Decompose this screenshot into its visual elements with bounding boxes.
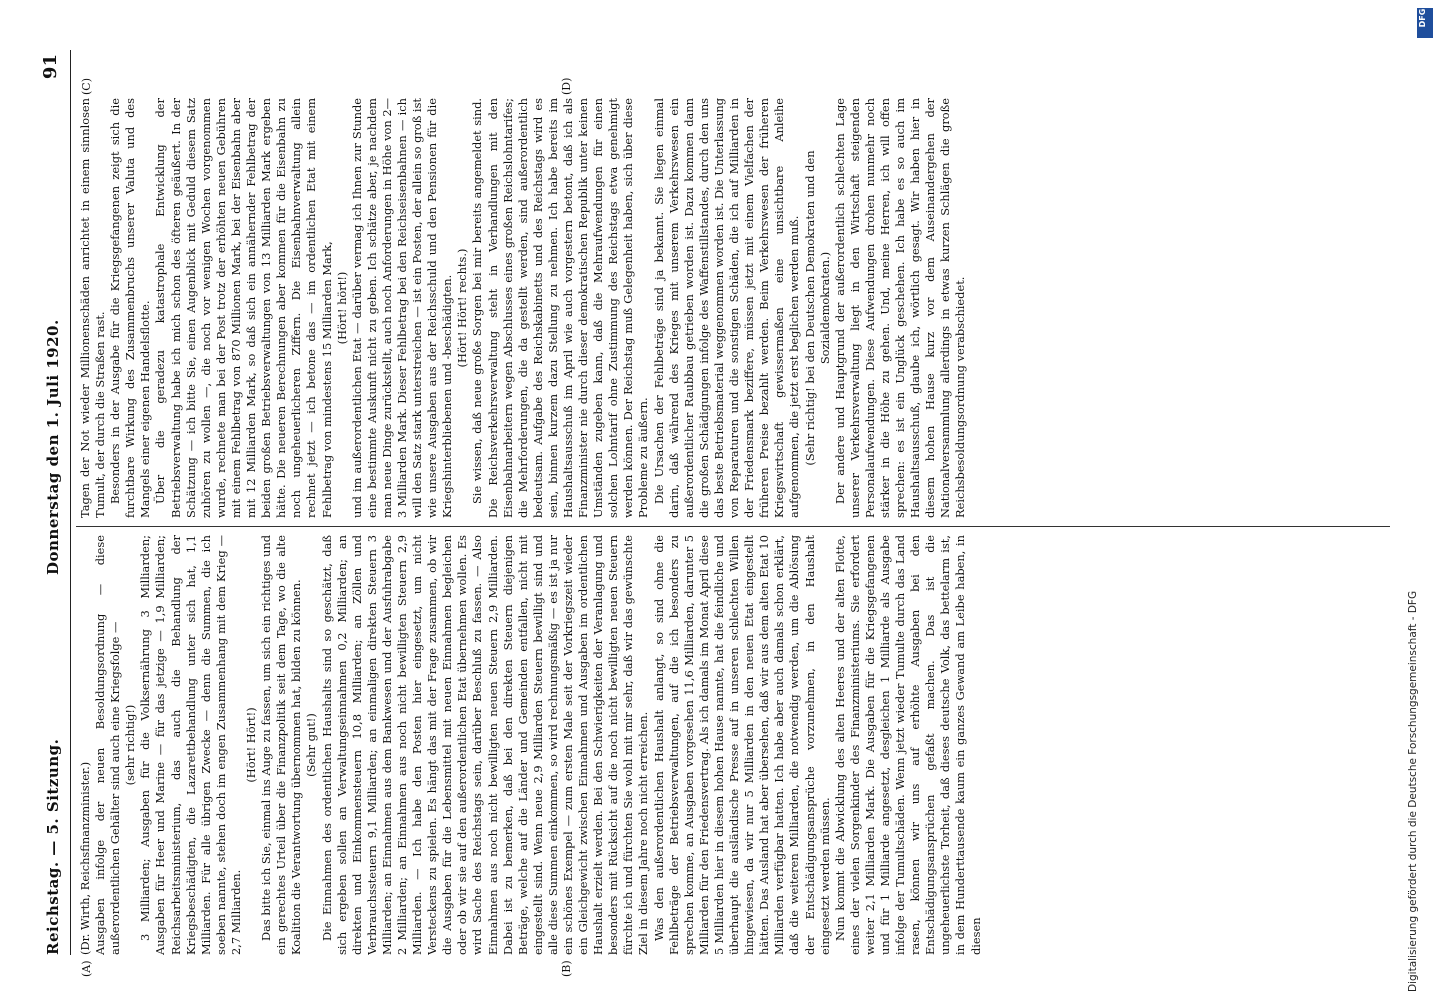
text-column-left bbox=[78, 535, 1396, 955]
dfg-logo-text: DFG bbox=[1418, 8, 1427, 28]
interjection: (sehr richtig!) bbox=[123, 704, 138, 786]
paragraph: Die Einnahmen des ordentlichen Haushalts sind so geschätzt, daß sich ergeben sollen an Verwaltungseinnahmen 0,2 Milliarden; an direkten und Einkommensteuern 10,8 Milliarden; an Zöllen und Verbrauchssteuern 9,1 Milliarden; an einmaligen direkten Steuern 3 Milliarden; an Einnahmen aus dem Bankwesen und der Ausfuhrabgabe 2 Milliarden; an Einnahmen aus noch nicht bewilligten Steuern 2,9 Milliarden. — Ich habe den Posten hier eingesetzt, um nicht Versteckens zu spielen. Es hängt das mit der Frage zusammen, ob wir die Ausgaben für die Lebensmittel mit neuen Einnahmen begleichen oder ob wir sie auf den außerordentlichen Etat übernehmen wollen. Es wird Sache des Reichstags sein, darüber Beschluß zu fassen. — Also Einnahmen aus noch nicht bewilligten neuen Steuern 2,9 Milliarden. Dabei ist zu bemerken, daß bei den direkten Steuern diejenigen Beträge, welche auf die Länder und Gemeinden entfallen, nicht mit eingestellt sind. Wenn neue 2,9 Milliarden Steuern bewilligt sind und alle diese Summen einkommen, so wird rechnungsmäßig — es ist ja nur ein schönes Exempel — zum ersten Male seit der Vorkriegszeit wieder ein Gleichgewicht zwischen Einnahmen und Ausgaben im ordentlichen Haushalt erzielt werden. Bei den Schwierigkeiten der Veranlagung und besonders mit Rücksicht auf die noch nicht bewilligten neuen Steuern fürchte ich und fürchten Sie wohl mit mir sehr, daß wir das gewünschte Ziel in diesem Jahre noch nicht erreichen. bbox=[319, 535, 651, 955]
paragraph: (Dr. Wirth, Reichsfinanzminister.) bbox=[78, 761, 92, 955]
interjection: (Sehr richtig! bei den Deutschen Demokraten und den Sozialdemokraten.) bbox=[802, 150, 832, 466]
page-number: 91 bbox=[40, 54, 61, 80]
margin-letter-d: (D) bbox=[560, 77, 573, 95]
paragraph: Was den außerordentlichen Haushalt anlangt, so sind ohne die Fehlbeträge der Betriebsverwaltungen, auf die ich besonders zu sprechen komme, an Ausgaben vorgesehen 11,6 Milliarden, darunter 5 Milliarden für den Friedensvertrag. Als ich damals im Monat April diese 5 Milliarden hier in diesem hohen Hause nannte, hat die feindliche und überhaupt die ausländische Presse auf in unseren schlechten Willen hingewiesen, da wir nur 5 Milliarden in den neuen Etat eingestellt hätten. Das Ausland hat aber übersehen, daß wir aus dem alten Etat 10 Milliarden verfügbar hatten. Ich habe aber auch damals schon erklärt, daß die weiteren Milliarden, die notwendig werden, um die Ablösung der Entschädigungsansprüche vorzunehmen, in den Haushalt eingesetzt werden müssen. bbox=[651, 535, 832, 955]
paragraph: Das bitte ich Sie, einmal ins Auge zu fassen, um sich ein richtiges und ein gerechtes Urteil über die Finanzpolitik seit dem Tage, wo die alte Koalition die Verantwortung übernommen hat, bilden zu können. bbox=[259, 535, 304, 955]
running-head bbox=[40, 50, 66, 955]
paragraph: Ausgaben infolge der neuen Besoldungsordnung — diese außerordentlichen Gehälter sind auch eine Kriegsfolge — bbox=[93, 535, 123, 955]
paragraph: und im außerordentlichen Etat — darüber vermag ich Ihnen zur Stunde eine bestimmte Auskunft nicht zu geben. Ich schätze aber, je nachdem man neue Dinge zurückstellt, auch noch Anforderungen in Höhe von 2—3 Milliarden Mark. Dieser Fehlbetrag bei den Reichseisenbahnen — ich will den Satz stark unterstreichen — ist ein Posten, der allein so groß ist wie unsere Ausgaben aus der Reichsschuld und den Pensionen für die Kriegshinterbliebenen und -beschädigten. bbox=[349, 98, 455, 518]
paragraph: Der andere und Hauptgrund der außerordentlich schlechten Lage unserer Verkehrsverwaltung liegt in den Wirtschaft steigenden Personalaufwendungen. Diese Aufwendungen drohen nunmehr noch stärker in die Höhe zu gehen. Und, meine Herren, ich will offen sprechen: es ist ein Unglück geschehen. Ich habe es so auch im Haushaltsausschuß, glaube ich, wörtlich gesagt. Wir haben hier in diesem hohen Hause kurz vor dem Auseinandergehen der Nationalversammlung allerdings in etwas kurzen Schlägen die große Reichsbesoldungsordnung verabschiedet. bbox=[832, 98, 968, 518]
running-head-date: Donnerstag den 1. Juli 1920. bbox=[44, 319, 62, 575]
margin-letter-c: (C) bbox=[80, 78, 93, 95]
interjection: (Hört! Hört!) bbox=[244, 707, 259, 783]
interjection: (Hört! hört!) bbox=[334, 271, 349, 345]
dfg-logo bbox=[1417, 8, 1433, 38]
interjection: (Sehr gut!) bbox=[304, 713, 319, 777]
paragraph: Sie wissen, daß neue große Sorgen bei mir bereits angemeldet sind. Die Reichsverkehrsverwaltung steht in Verhandlungen mit den Eisenbahnarbeitern wegen Abschlusses eines großen Reichslohntarifes; die Mehrforderungen, die da gestellt werden, sind außerordentlich bedeutsam. Aufgabe des Reichskabinetts und des Reichstags wird es sein, binnen kurzem dazu Stellung zu nehmen. Ich habe bereits im Haushaltsausschuß im April wie auch vorgestern betont, daß ich als Finanzminister nie durch dieser demokratischen Republik unter keinen Umständen zugeben kann, daß die Mehraufwendungen für einen solchen Lohntarif ohne Zustimmung des Reichstags etwa genehmigt werden können. Der Reichstag muß Gelegenheit haben, sich über diese Probleme zu äußern. bbox=[470, 98, 651, 518]
margin-letter-a: (A) bbox=[80, 960, 93, 977]
paragraph: Über die geradezu katastrophale Entwicklung der Betriebsverwaltung habe ich mich schon des öfteren geäußert. In der Schätzung — ich bitte Sie, einen Augenblick mit Geduld diesem Satz zuhören zu wollen —, die noch vor wenigen Wochen vorgenommen wurde, rechnete man bei der Post trotz der erhöhten neuen Gebühren mit einem Fehlbetrag von 870 Millionen Mark, bei der Eisenbahn aber mit 12 Milliarden Mark, so daß sich ein annähernder Fehlbetrag der beiden großen Betriebsverwaltungen von 13 Milliarden Mark ergeben hätte. Die neueren Berechnungen aber kommen für die Eisenbahn zu noch ungeheuerlicheren Ziffern. Die Eisenbahnverwaltung allein rechnet jetzt — ich betone das — im ordentlichen Etat mit einem Fehlbetrag von mindestens 15 Milliarden Mark, bbox=[153, 98, 334, 518]
paragraph: 3 Milliarden; Ausgaben für die Volksernährung 3 Milliarden; Ausgaben für Heer und Marine — für das jetzige — 1,9 Milliarden; Reichsarbeitsministerium, das auch die Behandlung der Kriegsbeschädigten, die Lazarettbehandlung unter sich hat, 1,1 Milliarden. Für alle übrigen Zwecke — denn die Summen, die ich soeben nannte, stehen doch im engen Zusammenhang mit dem Krieg — 2,7 Milliarden. bbox=[138, 535, 243, 955]
paragraph: Nun kommt die Abwicklung des alten Heeres und der alten Flotte, eines der vielen Sorgenkinder des Finanzministeriums. Sie erfordert weiter 2,1 Milliarden Mark. Die Ausgaben für die Kriegsgefangenen und für 1 Milliarde angesetzt, desgleichen 1 Milliarde als Ausgabe infolge der Tumultschäden. Wenn jetzt wieder Tumulte durch das Land rasen, können wir uns auf erhöhte Ausgaben bei den Entschädigungsansprüchen gefaßt machen. Das ist die ungeheuerlichste Torheit, daß dieses deutsche Volk, das bettelarm ist, in dem Hunderttausende kaum ein ganzes Gewand am Leibe haben, in diesen bbox=[832, 535, 983, 955]
column-divider bbox=[76, 526, 1390, 527]
paragraph: Die Ursachen der Fehlbeträge sind ja bekannt. Sie liegen einmal darin, daß während des Krieges mit unserem Verkehrswesen ein außerordentlicher Raubbau getrieben worden ist. Dazu kommen dann die großen Schädigungen infolge des Waffenstillstandes, durch den uns das beste Betriebsmaterial weggenommen worden ist. Die Unterlassung von Reparaturen und die sonstigen Schäden, die ich auf Milliarden in der Friedensmark beziffere, müssen jetzt mit einem Vielfachen der früheren Preise bezahlt werden. Beim Verkehrswesen der früheren Kriegswirtschaft gewissermaßen eine unsichtbare Anleihe aufgenommen, die jetzt erst beglichen werden muß. bbox=[651, 98, 802, 518]
paragraph: Tagen der Not wieder Millionenschäden anrichtet in einem sinnlosen Tumult, der durch die Straßen rast. bbox=[78, 98, 108, 518]
margin-letter-b: (B) bbox=[560, 960, 573, 977]
text-column-right bbox=[78, 98, 1396, 518]
rotated-page bbox=[40, 50, 1396, 977]
paragraph: Besonders in der Ausgabe für die Kriegsgefangenen zeigt sich die furchtbare Wirkung des Zusammenbruchs unserer Valuta und des Mangels einer eigenen Handelsflotte. bbox=[108, 98, 153, 518]
running-head-left: Reichstag. — 5. Sitzung. bbox=[44, 738, 62, 955]
header-rule bbox=[70, 50, 71, 955]
digitization-credit: Digitalisierung gefördert durch die Deutsche Forschungsgemeinschaft - DFG bbox=[1407, 590, 1419, 992]
interjection: (Hört! Hört! rechts.) bbox=[455, 248, 470, 368]
